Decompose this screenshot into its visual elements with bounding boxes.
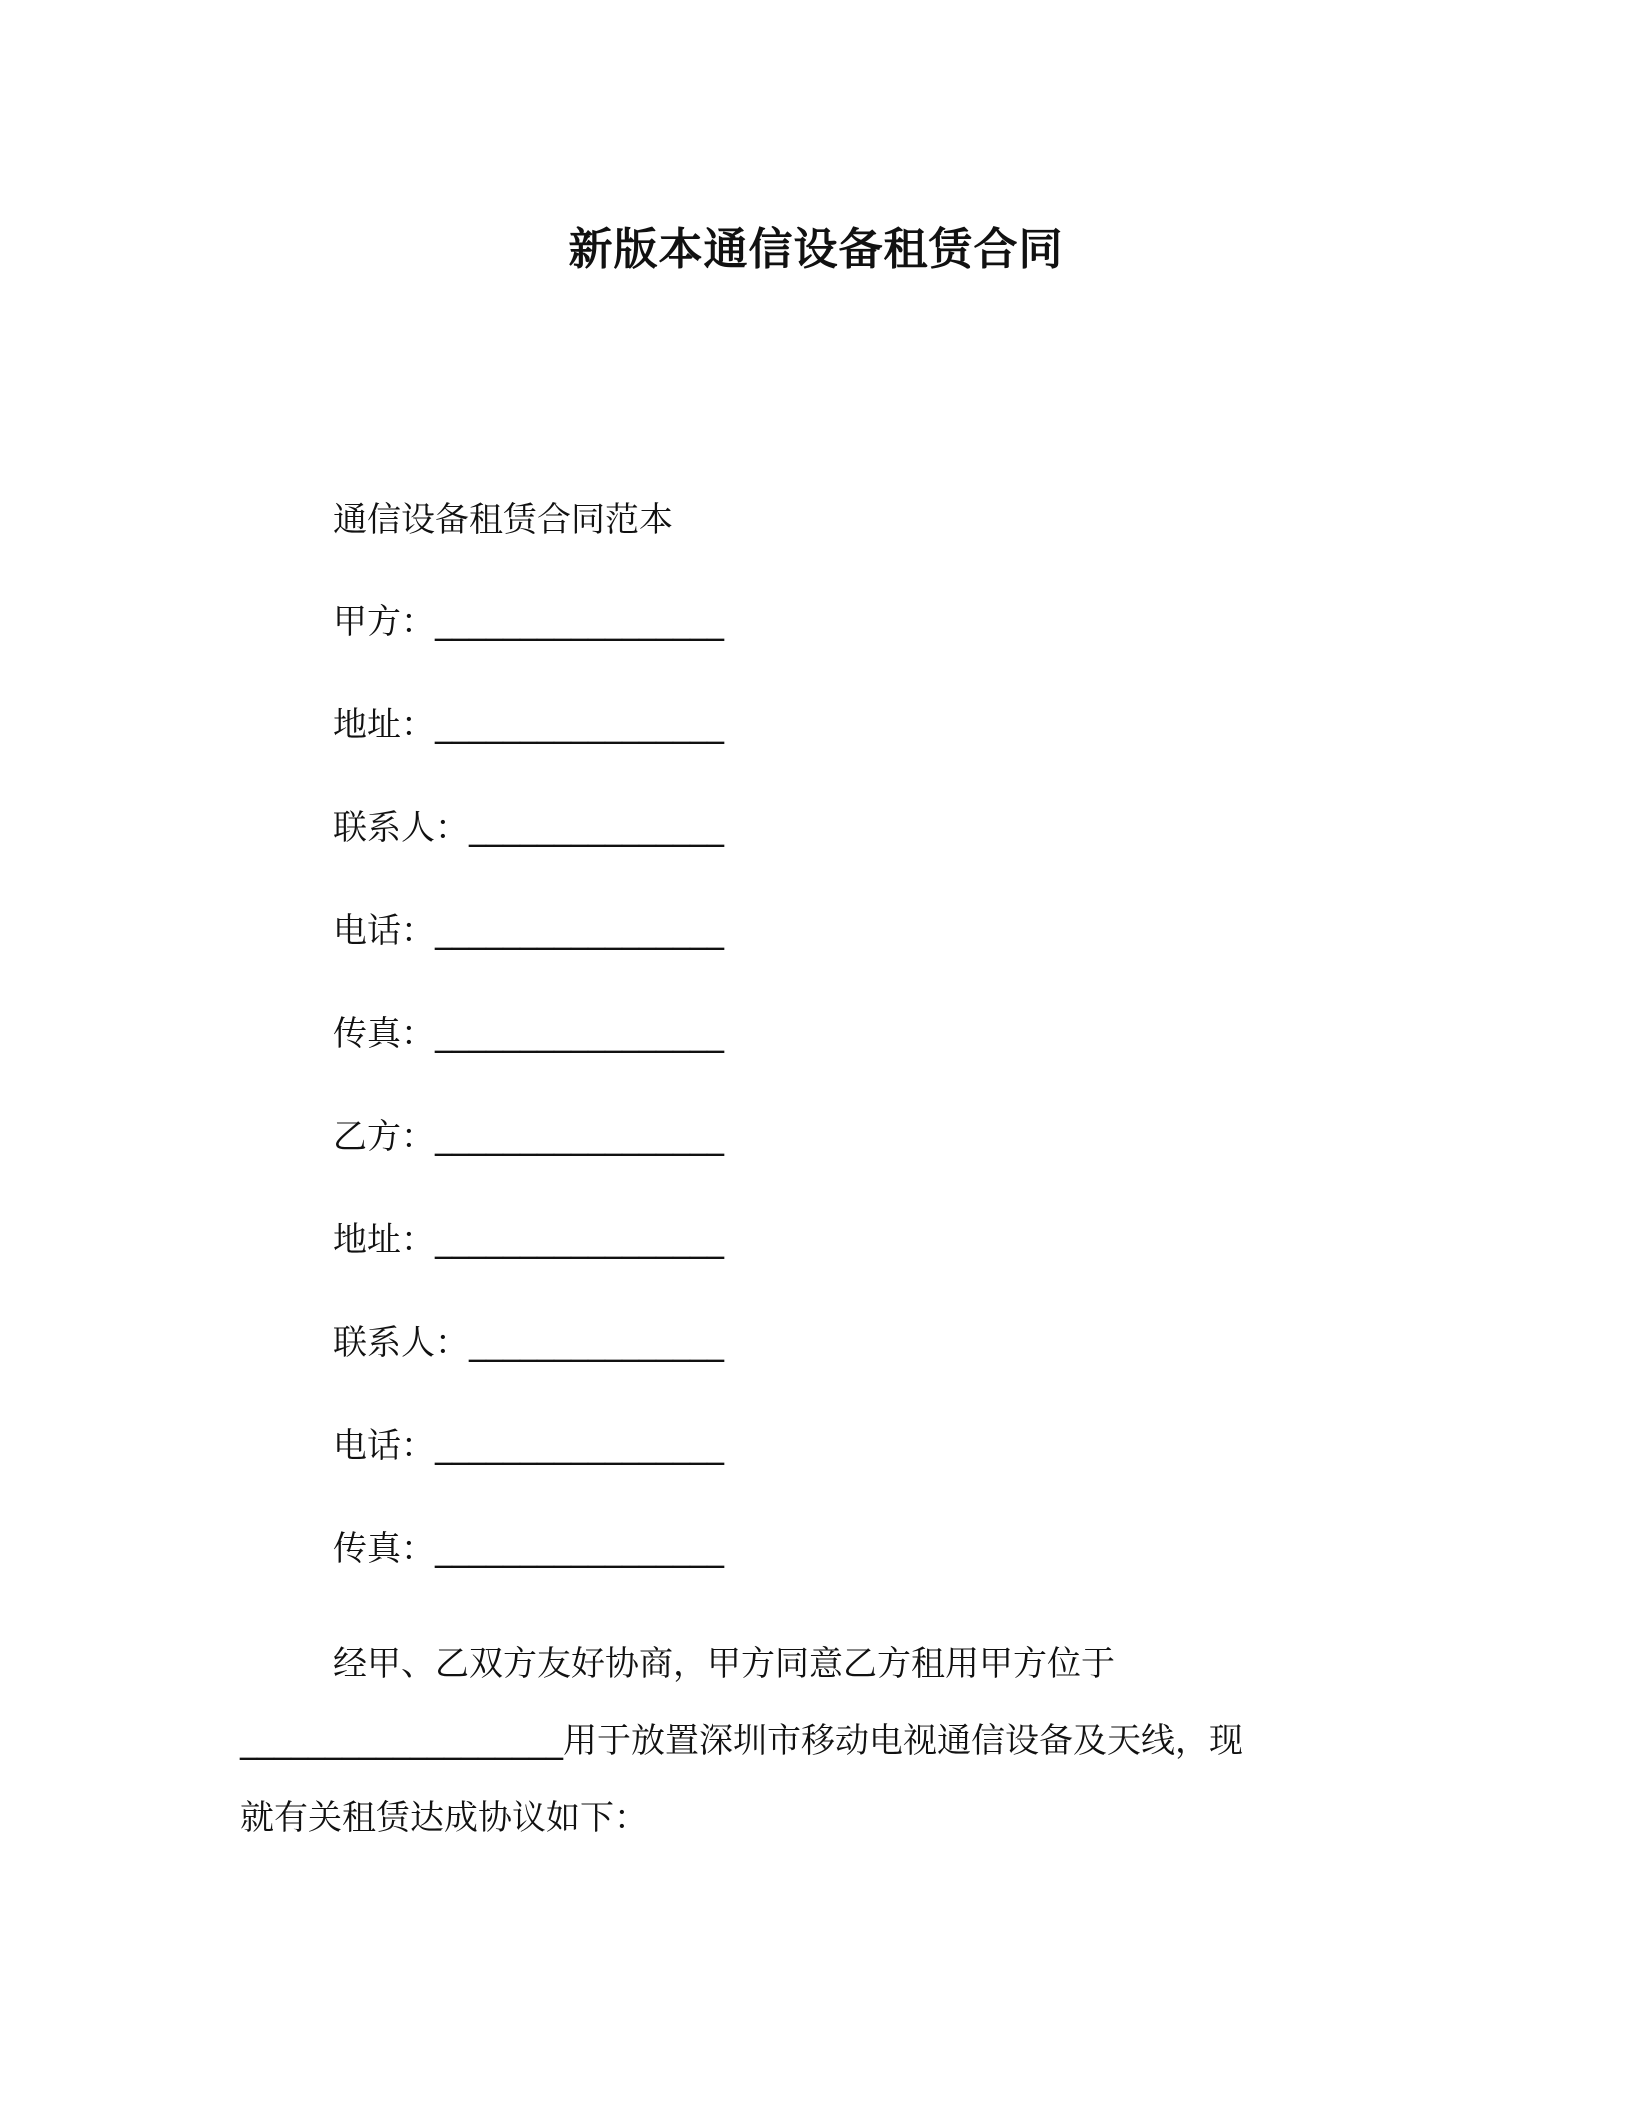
field-label: 联系人： (333, 808, 469, 848)
field-contact-a (333, 804, 724, 852)
field-blank: _________________ (435, 1426, 724, 1466)
field-label: 乙方： (333, 1117, 435, 1157)
field-blank: _________________ (435, 1220, 724, 1260)
field-label: 甲方： (333, 602, 435, 642)
field-blank: _________________ (435, 1529, 724, 1569)
field-blank: _______________ (469, 808, 724, 848)
paragraph-line-1: 经甲、乙双方友好协商，甲方同意乙方租用甲方位于 (333, 1644, 1115, 1684)
field-phone-a (333, 907, 724, 955)
field-phone-b (333, 1422, 724, 1470)
field-blank: _________________ (435, 1014, 724, 1054)
document-subtitle: 通信设备租赁合同范本 (333, 500, 673, 540)
field-party-b (333, 1113, 724, 1161)
field-contact-b (333, 1319, 724, 1367)
field-address-b (333, 1216, 724, 1264)
field-fax-b (333, 1525, 724, 1573)
paragraph-blank: ___________________ (240, 1721, 563, 1761)
field-blank: _________________ (435, 705, 724, 745)
paragraph-text: 用于放置深圳市移动电视通信设备及天线，现 (563, 1721, 1243, 1761)
field-party-a (333, 598, 724, 646)
paragraph-line-2 (240, 1717, 1243, 1765)
field-blank: _______________ (469, 1323, 724, 1363)
field-label: 传真： (333, 1529, 435, 1569)
field-blank: _________________ (435, 602, 724, 642)
field-label: 电话： (333, 1426, 435, 1466)
field-label: 地址： (333, 1220, 435, 1260)
field-fax-a (333, 1010, 724, 1058)
field-blank: _________________ (435, 1117, 724, 1157)
field-address-a (333, 701, 724, 749)
field-label: 电话： (333, 911, 435, 951)
paragraph-line-3: 就有关租赁达成协议如下： (240, 1798, 648, 1838)
field-label: 联系人： (333, 1323, 469, 1363)
field-label: 地址： (333, 705, 435, 745)
field-label: 传真： (333, 1014, 435, 1054)
field-blank: _________________ (435, 911, 724, 951)
document-title: 新版本通信设备租赁合同 (568, 224, 1064, 275)
